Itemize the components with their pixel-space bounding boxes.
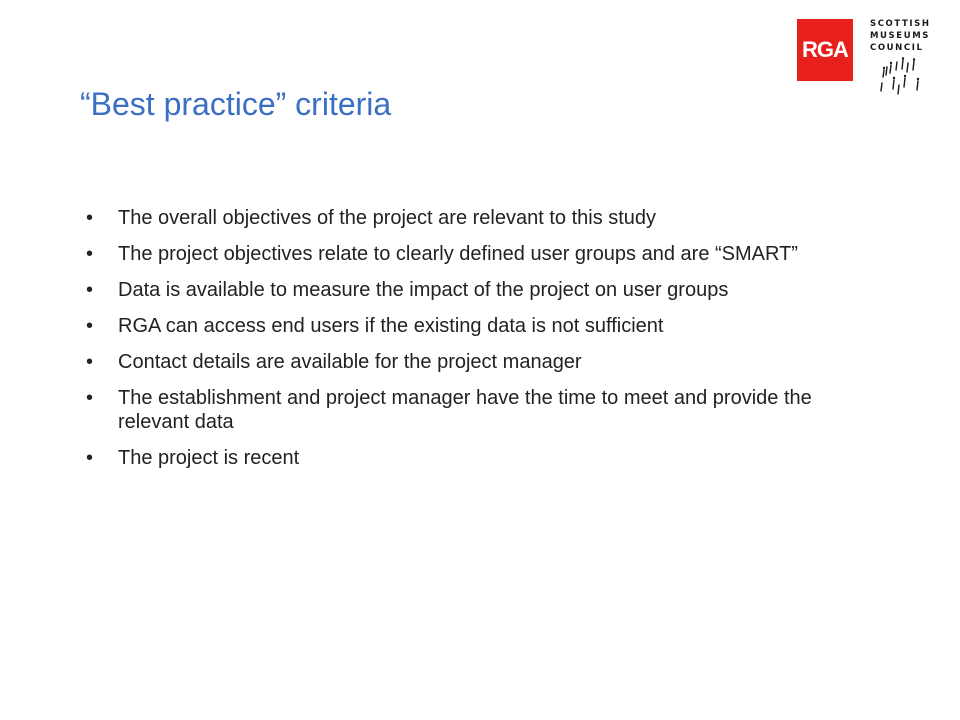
scottish-museums-council-logo — [870, 18, 940, 98]
list-item-text: The establishment and project manager have the time to meet and provide the relevant data — [118, 387, 812, 433]
list-item-text: Contact details are available for the project manager — [118, 351, 582, 373]
bullet-icon: • — [86, 243, 94, 265]
list-item — [86, 350, 876, 374]
bullet-icon: • — [86, 315, 94, 337]
list-item — [86, 314, 876, 338]
criteria-list — [86, 206, 876, 482]
bullet-icon: • — [86, 279, 94, 301]
bullet-icon: • — [86, 351, 94, 373]
slide-title: “Best practice” criteria — [80, 86, 392, 122]
list-item-text: The overall objectives of the project are relevant to this study — [118, 207, 657, 229]
list-item — [86, 446, 876, 470]
list-item-text: The project objectives relate to clearly defined user groups and are “SMART” — [118, 243, 798, 265]
bullet-icon: • — [86, 387, 94, 409]
list-item-text: RGA can access end users if the existing data is not sufficient — [118, 315, 664, 337]
bullet-icon: • — [86, 207, 94, 229]
council-logo-line-3: COUNCIL — [870, 43, 924, 53]
list-item — [86, 386, 876, 434]
bullet-icon: • — [86, 447, 94, 469]
list-item — [86, 206, 876, 230]
council-logo-line-1: SCOTTISH — [870, 19, 931, 29]
figures-icon — [870, 56, 934, 98]
list-item — [86, 242, 876, 266]
rga-logo — [797, 19, 853, 81]
list-item — [86, 278, 876, 302]
council-logo-line-2: MUSEUMS — [870, 31, 930, 41]
list-item-text: The project is recent — [118, 447, 300, 469]
rga-logo-text: RGA — [802, 37, 848, 62]
list-item-text: Data is available to measure the impact of the project on user groups — [118, 279, 729, 301]
